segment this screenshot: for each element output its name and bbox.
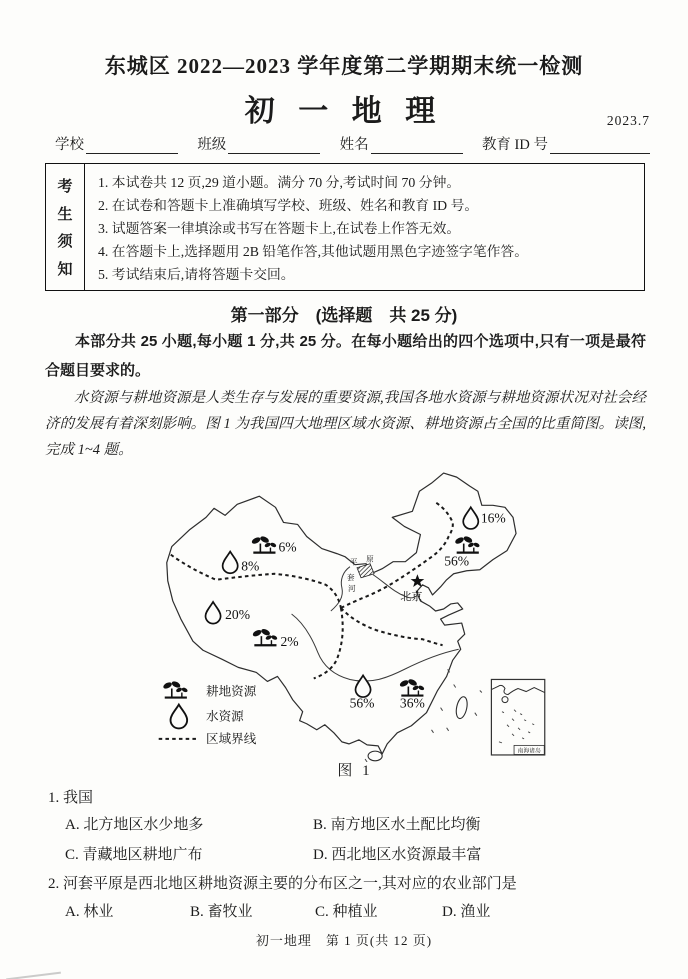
notice-char: 考: [57, 179, 73, 196]
hetao-label: 套: [346, 572, 355, 582]
beijing-label: 北京: [400, 590, 423, 603]
section-title: 第一部分 (选择题 共 25 分): [230, 306, 458, 325]
cropland-icon: [251, 535, 277, 553]
name-blank: [371, 136, 463, 154]
taiwan-island: [454, 696, 468, 720]
water-drop-icon: [463, 507, 478, 529]
question-number: 2.: [48, 876, 60, 892]
option-text: 南方地区水土配比均衡: [330, 817, 481, 833]
notice-item: 5. 考试结束后,请将答题卡交回。: [98, 267, 295, 283]
student-info-row: [55, 133, 650, 154]
question-2-option-b: [190, 900, 253, 921]
hetao-label: 河: [347, 583, 356, 593]
question-text: 河套平原是西北地区耕地资源主要的分布区之一,其对应的农业部门是: [63, 876, 517, 892]
china-resource-map: [133, 460, 577, 762]
name-label: 姓名: [339, 137, 369, 153]
notice-side-label: [46, 164, 85, 290]
figure-caption: 图 1: [337, 763, 373, 779]
notice-item: 2. 在试卷和答题卡上准确填写学校、班级、姓名和教育 ID 号。: [98, 197, 479, 213]
water-drop-icon: [171, 705, 188, 729]
exam-date: 2023.7: [606, 113, 650, 128]
value-label: 6%: [278, 539, 297, 555]
subject-title: 初 一 地 理: [244, 95, 444, 128]
inset-label: 南海诸岛: [517, 748, 541, 755]
hetao-plain-area: [357, 564, 374, 578]
value-label: 8%: [241, 558, 260, 574]
class-blank: [228, 136, 320, 154]
value-label: 36%: [399, 695, 425, 711]
section-instruction: 本部分共 25 小题,每小题 1 分,共 25 分。在每小题给出的四个选项中,只有一项是最符合题目要求的。: [45, 333, 646, 379]
option-key: B.: [190, 904, 204, 920]
question-1-option-c: [65, 843, 203, 864]
option-text: 林业: [83, 904, 114, 920]
class-field: [197, 133, 320, 154]
option-text: 种植业: [332, 904, 378, 920]
notice-item: 3. 试题答案一律填涂或书写在答题卡上,在试卷上作答无效。: [98, 220, 461, 236]
notice-char: 生: [57, 206, 73, 223]
reading-passage: 水资源与耕地资源是人类生存与发展的重要资源,我国各地水资源与耕地资源状况对社会经济的发展有着深刻影响。图 1 为我国四大地理区域水资源、耕地资源占全国的比重简图。读图,完成 1~4 题。: [45, 390, 646, 458]
option-text: 西北地区水资源最丰富: [331, 847, 482, 863]
question-1-option-d: [313, 843, 481, 864]
hetao-label: 平: [349, 557, 358, 567]
option-key: D.: [442, 904, 457, 920]
cropland-icon: [252, 628, 278, 646]
water-drop-icon: [206, 602, 221, 624]
question-text: 我国: [63, 790, 94, 806]
water-drop-icon: [223, 552, 238, 574]
river-lines: [292, 567, 459, 681]
cropland-icon: [454, 535, 480, 553]
hetao-label: 原: [366, 554, 374, 564]
cropland-icon: [162, 680, 188, 698]
name-field: [340, 133, 463, 154]
option-key: A.: [65, 904, 80, 920]
option-key: C.: [65, 847, 79, 863]
option-key: A.: [65, 817, 80, 833]
school-field: [55, 133, 178, 154]
class-label: 班级: [197, 137, 227, 153]
notice-items: [85, 164, 644, 290]
notice-char: 须: [57, 234, 73, 251]
notice-item: 1. 本试卷共 12 页,29 道小题。满分 70 分,考试时间 70 分钟。: [98, 174, 461, 190]
value-label: 56%: [444, 553, 470, 569]
question-2-option-d: [442, 900, 490, 921]
map-legend: [159, 680, 257, 746]
school-blank: [86, 136, 178, 154]
edu-id-blank: [550, 136, 650, 154]
notice-item: 4. 在答题卡上,选择题用 2B 铅笔作答,其他试题用黑色字迹签字笔作答。: [98, 244, 529, 260]
question-1-stem: [48, 786, 93, 807]
exam-title: 东城区 2022—2023 学年度第二学期期末统一检测: [104, 54, 584, 78]
value-label: 20%: [225, 607, 251, 623]
water-drop-icon: [356, 675, 371, 697]
value-label: 56%: [349, 695, 375, 711]
edu-id-label: 教育 ID 号: [481, 137, 548, 153]
scan-artifact-line: [6, 971, 61, 979]
south-china-sea-inset: [491, 679, 544, 755]
candidate-notice-box: [45, 163, 645, 291]
value-label: 2%: [280, 634, 299, 650]
school-label: 学校: [55, 137, 84, 153]
option-key: C.: [315, 904, 329, 920]
option-text: 畜牧业: [207, 904, 253, 920]
edu-id-field: [482, 133, 650, 154]
question-2-option-c: [315, 900, 378, 921]
question-2-stem: [48, 872, 517, 893]
question-2-option-a: [65, 900, 113, 921]
legend-label: 水资源: [206, 709, 244, 724]
option-text: 北方地区水少地多: [83, 817, 204, 833]
notice-char: 知: [57, 261, 73, 278]
legend-label: 区域界线: [206, 731, 257, 746]
option-text: 青藏地区耕地广布: [82, 847, 203, 863]
page-footer: 初一地理 第 1 页(共 12 页): [255, 933, 433, 948]
option-text: 渔业: [460, 904, 491, 920]
cropland-icon: [399, 678, 425, 696]
question-1-option-b: [313, 813, 481, 834]
question-1-option-a: [65, 813, 203, 834]
value-label: 16%: [480, 510, 506, 526]
option-key: D.: [313, 847, 328, 863]
legend-label: 耕地资源: [206, 684, 257, 699]
question-number: 1.: [48, 790, 60, 806]
option-key: B.: [313, 817, 327, 833]
figure-1-map: [133, 460, 577, 762]
